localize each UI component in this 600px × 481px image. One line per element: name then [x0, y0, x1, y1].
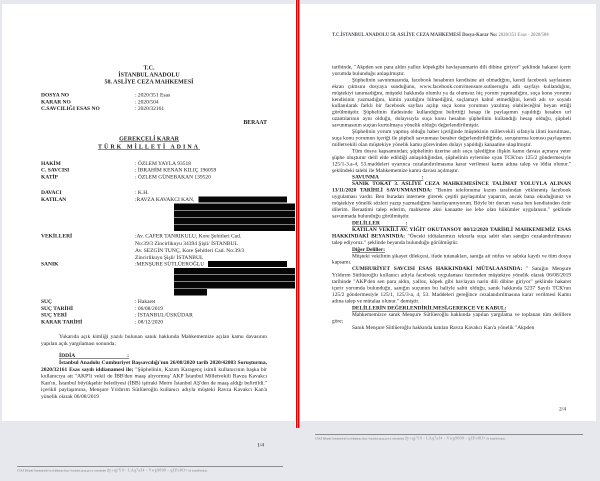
running-header-caseno: 2020/351 Esas - 2020/504	[497, 32, 549, 38]
case-row	[41, 99, 267, 106]
party-label: VEKİLLERİ	[41, 233, 73, 239]
mutalaa-lead: CUMHURİYET SAVCISI ESAS HAKKINDAKİ MÜTALAASINDA:	[352, 265, 523, 272]
savunma-text: "Benim telefonuma kızım tarafından yüklenmiş facebook uygulaması vardır. Ben buradan internete girerek çeşitli paylaşımlar yaparım, ancak bana okuduğunuz ve müştekiye yönelik sözleri yazıp yazmadığımı hatırlayamıyorum. Böyle bir durum varsa ben kendisinden özür dilerim. Beraatimi talep ederim, mahkeme aksi kanaatte ise lehe olan hükümler uygulansın." şeklinde savunmada bulunduğu görülmüştür.	[332, 187, 572, 219]
party-label: KATILAN	[41, 196, 67, 203]
redaction-bar	[174, 289, 207, 296]
case-row	[41, 106, 267, 113]
intro-paragraph: Yukarıda açık kimliği yazılı bulunan sanık hakkında Mahkememize açılan kamu davasının yapılan açık yargılaması sonunda;	[41, 333, 267, 347]
party-row-sanik	[41, 261, 287, 268]
kabul-heading: DELİLLERİN DEĞERLENDİRİLMESİ,GEREKÇE VE KABUL:	[352, 304, 507, 311]
kabul-paragraph: Mahkememizce sanık Menşure Sütlüeroğlu hakkında yapılan yargılama ve toplanan tüm delillere göre;	[332, 311, 571, 324]
decision-title-line1: GEREKÇELİ KARAR	[119, 134, 179, 142]
parties-section	[41, 190, 287, 296]
iddia-heading-line	[59, 351, 267, 360]
attorney-line: No:39/3 Zincirlikuyu 34394 Şişli/ İSTANBUL	[135, 240, 238, 247]
party-label: SANIK	[41, 260, 59, 267]
document-page-2	[300, 4, 596, 441]
court-header-name: 58. ASLİYE CEZA MAHKEMESİ	[104, 78, 194, 85]
official-value: : İBRAHİM KENAN KILIÇ 196059	[135, 167, 217, 173]
court-header-city: İSTANBUL ANADOLU	[118, 71, 180, 78]
official-row	[41, 160, 267, 167]
savunma-heading: SAVUNMA :	[352, 174, 424, 181]
offense-value: : Hakaret	[135, 298, 156, 305]
attorney-line: Av. SEZGİN TUNÇ, Kore Şehitleri Cad. No:39/3	[135, 247, 245, 254]
deliller-heading-line	[332, 219, 571, 226]
diger-deliller-heading-line	[332, 246, 571, 253]
body-paragraph: Şüphelinin yorum yapmış olduğu haber içeriğinde müştekinin milletvekili sıfatıyla ilinti kurulması, suça konu yorumun içeriği ile şüpheli savunması beraber değerlendirildiğinde, soruşturma konusu paylaşımın milletvekili olan müştekiye yönelik kamu görevinden dolayı yapıldığı kanaatine ulaşılmıştır.	[332, 128, 571, 148]
party-value: : K.H.	[135, 189, 149, 196]
official-row	[41, 174, 267, 181]
case-value: : 2020/32161	[135, 105, 165, 112]
uyap-footer-prefix: UYAP Bilişim Sistemindeki bu dokümana http://vatandas.uyap.gov.tr adresinden	[315, 437, 405, 441]
official-row	[41, 167, 267, 174]
party-value: :RAVZA KAVAKCI KAN,	[135, 196, 195, 203]
case-value: : 2020/351 Esas	[135, 92, 171, 98]
case-label: KARAR NO	[41, 98, 71, 105]
offense-value: : İSTANBUL/ÜSKÜDAR	[135, 312, 193, 318]
savunma-lead: SANIK TOKAT 3. ASLİYE CEZA MAHKEMESİNCE TALİMAT YOLUYLA ALINAN 13/11/2020 TARİHLİ SAVUNMASINDA:	[332, 180, 571, 194]
offense-label: SUÇ YERİ	[41, 312, 67, 318]
body-paragraph: Tüm dosya kapsamından; şüphelinin üzerine atılı suçu işlediğine ilişkin kamu davası açmaya yeter şüphe oluşturur delil elde edildiği anlaşıldığından, şüphelinin eylemine uyan TCK'nın 125/2 göndermesiyle 125/1-3.a-4, 53.maddeleri uyarınca cezalandırılmasına karar verilmesi kamu adına talep ve iddia olunur." şeklindeki talebi ile Mahkememize kamu davası açılmıştır.	[332, 147, 571, 174]
court-officials	[41, 160, 267, 180]
party-row-davaci	[41, 190, 287, 197]
offense-value: : 06/08/2019	[135, 305, 163, 312]
official-label: C. SAVCISI	[41, 167, 70, 173]
redaction-bar	[208, 261, 287, 267]
indictment-paragraph	[41, 360, 267, 401]
uyap-access-code: dy+qj/Y0 - LAq7aJ4 - Vwp9800 - qZPo8O=	[106, 468, 188, 473]
running-header-court: T.C.İSTANBUL ANADOLU 58. ASLİYE CEZA MAHKEMESİ Dosya-Karar No:	[332, 32, 498, 38]
indictment-lead: İstanbul Anadolu Cumhuriyet Başsavcılığı'nın 26/08/2020 tarih 2020/42083 Soruşturma, 2020/32161 Esas sayılı iddianamesi ile;	[41, 359, 267, 373]
page-number: 1/4	[256, 442, 264, 448]
decision-title-line2: TÜRK MİLLETİ ADINA	[97, 142, 201, 150]
page-number: 2/4	[558, 406, 566, 412]
offense-label: KARAR TARİHİ	[41, 318, 83, 325]
indictment-text: "Şüphelinin, Kazım Karagenç isimli kullanıcının başka bir kullanıcıya ait "AKP'li vekil de İBB'den maaş alıyormuş' AKP İstanbul Milletvekili Ravza Kavakcı Kan'ın, İstanbul büyükşehir belediyesi (İBB) iştiraki Metro İstanbul AŞ'den de maaş aldığı belirtildi." içerikli paylaşımına, Menşure Yıldırım Sütlüeroğlu kullanıcı adıyla müşteki Ravza Kavakcı Kan'a yönelik olarak 06/08/2019	[41, 366, 267, 400]
kabul-heading-line	[332, 304, 571, 311]
case-label: C.SAVCILIĞI ESAS NO	[41, 105, 100, 112]
body-paragraph: tarihinde, "Akpden sen para aldın yalloz köpekgibi havlayanmarin dili dibine giriyor" şeklinde hakaret içerir yorumda bulunduğu anlaşılmıştır.	[332, 64, 571, 77]
court-header	[2, 64, 296, 85]
savunma-heading-line	[332, 174, 571, 181]
uyap-footer	[315, 434, 583, 441]
offense-row	[41, 319, 267, 326]
case-value: : 2020/504	[135, 98, 159, 105]
case-info	[41, 92, 267, 112]
uyap-footer	[17, 466, 283, 473]
party-row-katilan	[41, 196, 287, 203]
party-row-vekilleri	[41, 233, 287, 240]
uyap-footer-suffix: ile erişebilirsiniz.	[486, 437, 506, 441]
uyap-footer-suffix: ile erişebilirsiniz.	[188, 469, 208, 473]
court-header-tc: T.C.	[143, 64, 155, 71]
mutalaa-text: " Sanığın Menşure Yıldırım Sütlüeroğlu kullanıcı adıyla facebook uygulaması üzerinden müştekiye yönelik olarak 06/08/2019 tarihinde "AKP'den sen para aldın, yalloz, köpek gibi havlayan narin dili dibine giriyor" şeklinde hakaret içerir yorumda bulunduğu, sanığın suçunun bu haliyle sabit olduğu, sanık hakkında 5237 Sayılı TCK'nın 125/2 göndermesiyle 125/1, 125/3-a, 4, 53. Maddeleri gereğince cezalandırılmasına karar verilmesi Kamu adına talep ve mütalaa olunur." demiştir.	[332, 265, 572, 304]
savunma-paragraph	[332, 181, 571, 220]
katilan-beyan-paragraph	[332, 226, 571, 245]
offense-label: SUÇ	[41, 298, 53, 305]
attorney-lines	[41, 240, 287, 261]
party-value: :MENŞURE SÜTLÜEROĞLU	[135, 260, 205, 267]
offense-row	[41, 312, 267, 319]
body-paragraph: Şüphelinin savunmasında, facebook hesabının kendisine ait olmadığını, kendi facebook sayfasının ekran çıktısını dosyaya sunduğunu, www.facebook.com/mensure.sutlueroglu adlı sayfayı kullandığını, müştekiyi tanımadığını, müşteki hakkında olumlu ya da olumsuz hiç yorum yapmadığını, suça konu yorumu kendisinin yazmadığını, kimin yazdığını bilmediğini, suçlamayı kabul etmediğini, kendi adı ve soyadı kullanılarak farklı bir facebook sayfası açılıp suça konu yorumun yazılmış olabileceğini beyan ettiği görülmüştür. Şüphelinin ifadesinde kullandığını belirttiği hesap ile paylaşımın yapıldığı hesabın url uzantılarının aynı olduğu, dolayısıyla suça konu hesabın şüphelinin kullandığı hesap olduğu, şüpheli savunmasının suçtan kurtulmaya yönelik olduğu değerlendirilmiştir.	[332, 76, 571, 129]
offense-row	[41, 305, 267, 312]
iddia-heading: İDDİA :	[59, 352, 129, 359]
mutalaa-paragraph	[332, 266, 571, 305]
katilan-beyan-lead: KATILAN VEKİLİ AV. YİĞİT OKUTANSOY 08/12/2020 TARİHLİ MAHKEMEMİZ ESAS HAKKINDAKİ BEYANINDA:	[332, 226, 571, 239]
redaction-bar	[198, 197, 287, 203]
deliller-heading: DELİLLER :	[352, 219, 408, 226]
offense-row	[41, 299, 267, 306]
katilan-beyan-text: "Önceki iddialarımızı tekrarla suça sabit olan sanığın cezalandırılmasını talep ediyoruz." şeklinde beyanda bulunduğu görülmüştür.	[332, 232, 571, 246]
attorney-line: Zincirlikuyu Şişli/ İSTANBUL	[135, 254, 204, 261]
decision-body	[332, 64, 571, 331]
page-divider-line	[295, 0, 300, 428]
uyap-access-code: dy+qj/Y0 - LAq7aJ4 - Vwp9800 - qZPo8O=	[404, 436, 486, 441]
diger-deliller-heading: Diğer Deliller:	[352, 246, 386, 253]
case-row	[41, 92, 267, 99]
redaction-bar	[174, 225, 302, 232]
offense-label: SUÇ TARİHİ	[41, 305, 74, 312]
official-label: KATİP	[41, 173, 59, 180]
attorney-line: :Av. CAFER TANRIKULU, Kore Şehitleri Cad.	[135, 233, 242, 239]
kabul-paragraph: Sanık Menşure Sütlüeroğlu hakkında katılan Ravza Kavakcı Kan'a yönelik "Akpden	[352, 324, 535, 331]
document-page-1	[2, 4, 296, 473]
diger-deliller-paragraph: Müşteki vekilinin şikayet dilekçesi, ifade tutanakları, sanığa ait nüfus ve sabıka kaydı ve tüm dosya kapsamı.	[332, 252, 571, 266]
running-header	[332, 32, 568, 38]
offense-value: : 08/12/2020	[135, 318, 163, 325]
case-label: DOSYA NO	[41, 92, 70, 98]
official-value: : ÖZLEM GÜNEBAKAN 139520	[135, 173, 211, 180]
verdict-label: BERAAT	[243, 119, 267, 126]
decision-title	[2, 134, 296, 150]
offense-section	[41, 299, 267, 326]
uyap-footer-prefix: UYAP Bilişim Sistemindeki bu dokümana http://vatandas.uyap.gov.tr adresinden	[17, 469, 107, 473]
official-value: : ÖZLEM YAYLA 93518	[135, 160, 191, 167]
party-label: DAVACI	[41, 189, 62, 196]
official-label: HAKİM	[41, 160, 61, 167]
